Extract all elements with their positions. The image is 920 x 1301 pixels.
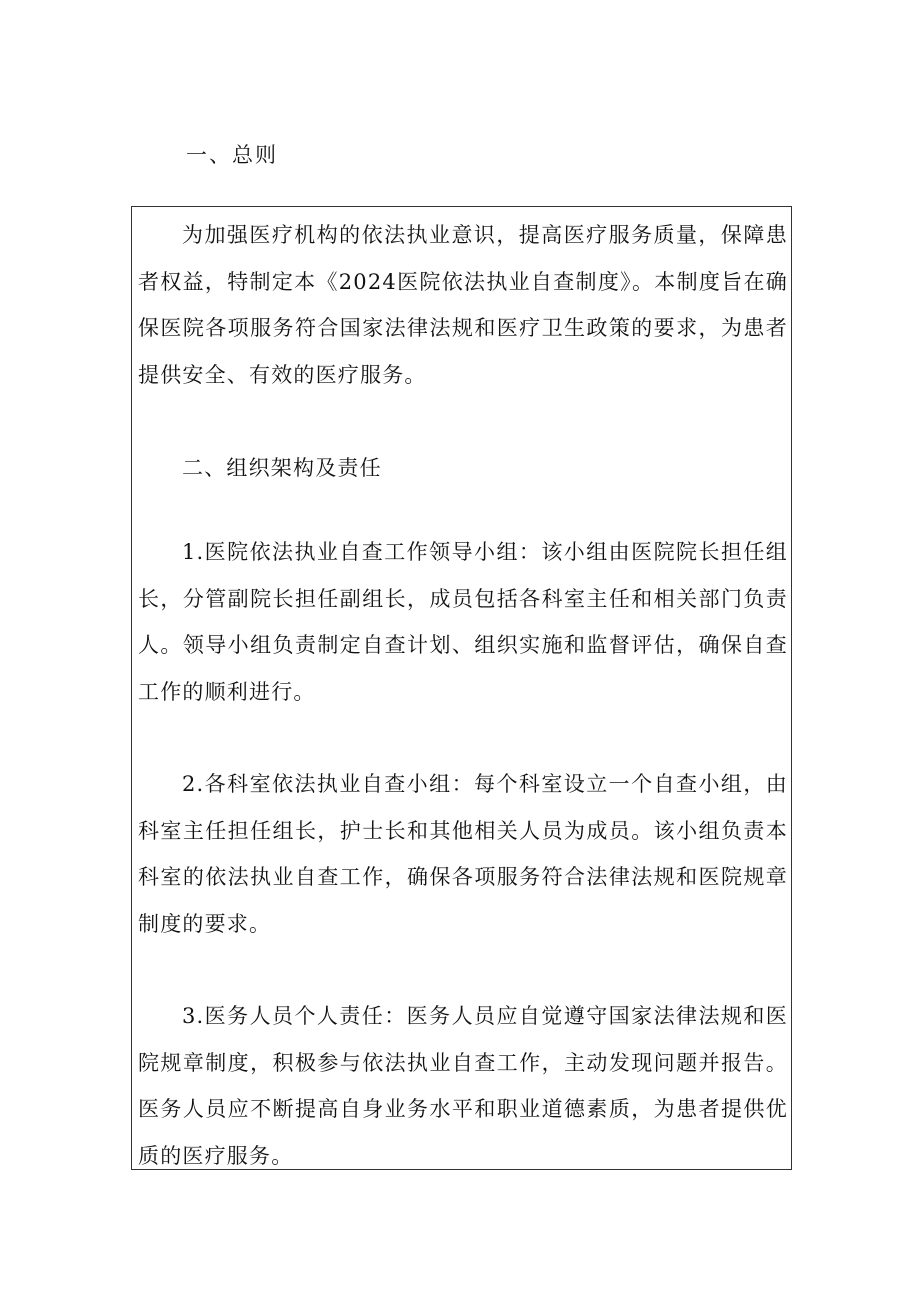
section-heading-organization: 二、组织架构及责任 <box>182 456 382 480</box>
content-box <box>131 206 792 1170</box>
section-heading-general: 一、总则 <box>186 143 278 167</box>
paragraph-department-group: 2.各科室依法执业自查小组：每个科室设立一个自查小组，由科室主任担任组长，护士长和其他相关人员为成员。该小组负责本科室的依法执业自查工作，确保各项服务符合法律法规和医院规章制度的要求。 <box>138 772 788 936</box>
paragraph-intro: 为加强医疗机构的依法执业意识，提高医疗服务质量，保障患者权益，特制定本《2024医院依法执业自查制度》。本制度旨在确保医院各项服务符合国家法律法规和医疗卫生政策的要求，为患者提供安全、有效的医疗服务。 <box>138 223 788 387</box>
paragraph-staff-responsibility: 3.医务人员个人责任：医务人员应自觉遵守国家法律法规和医院规章制度，积极参与依法执业自查工作，主动发现问题并报告。医务人员应不断提高自身业务水平和职业道德素质，为患者提供优质的医疗服务。 <box>138 1004 788 1168</box>
paragraph-leadership-group: 1.医院依法执业自查工作领导小组：该小组由医院院长担任组长，分管副院长担任副组长，成员包括各科室主任和相关部门负责人。领导小组负责制定自查计划、组织实施和监督评估，确保自查工作的顺利进行。 <box>138 540 788 704</box>
